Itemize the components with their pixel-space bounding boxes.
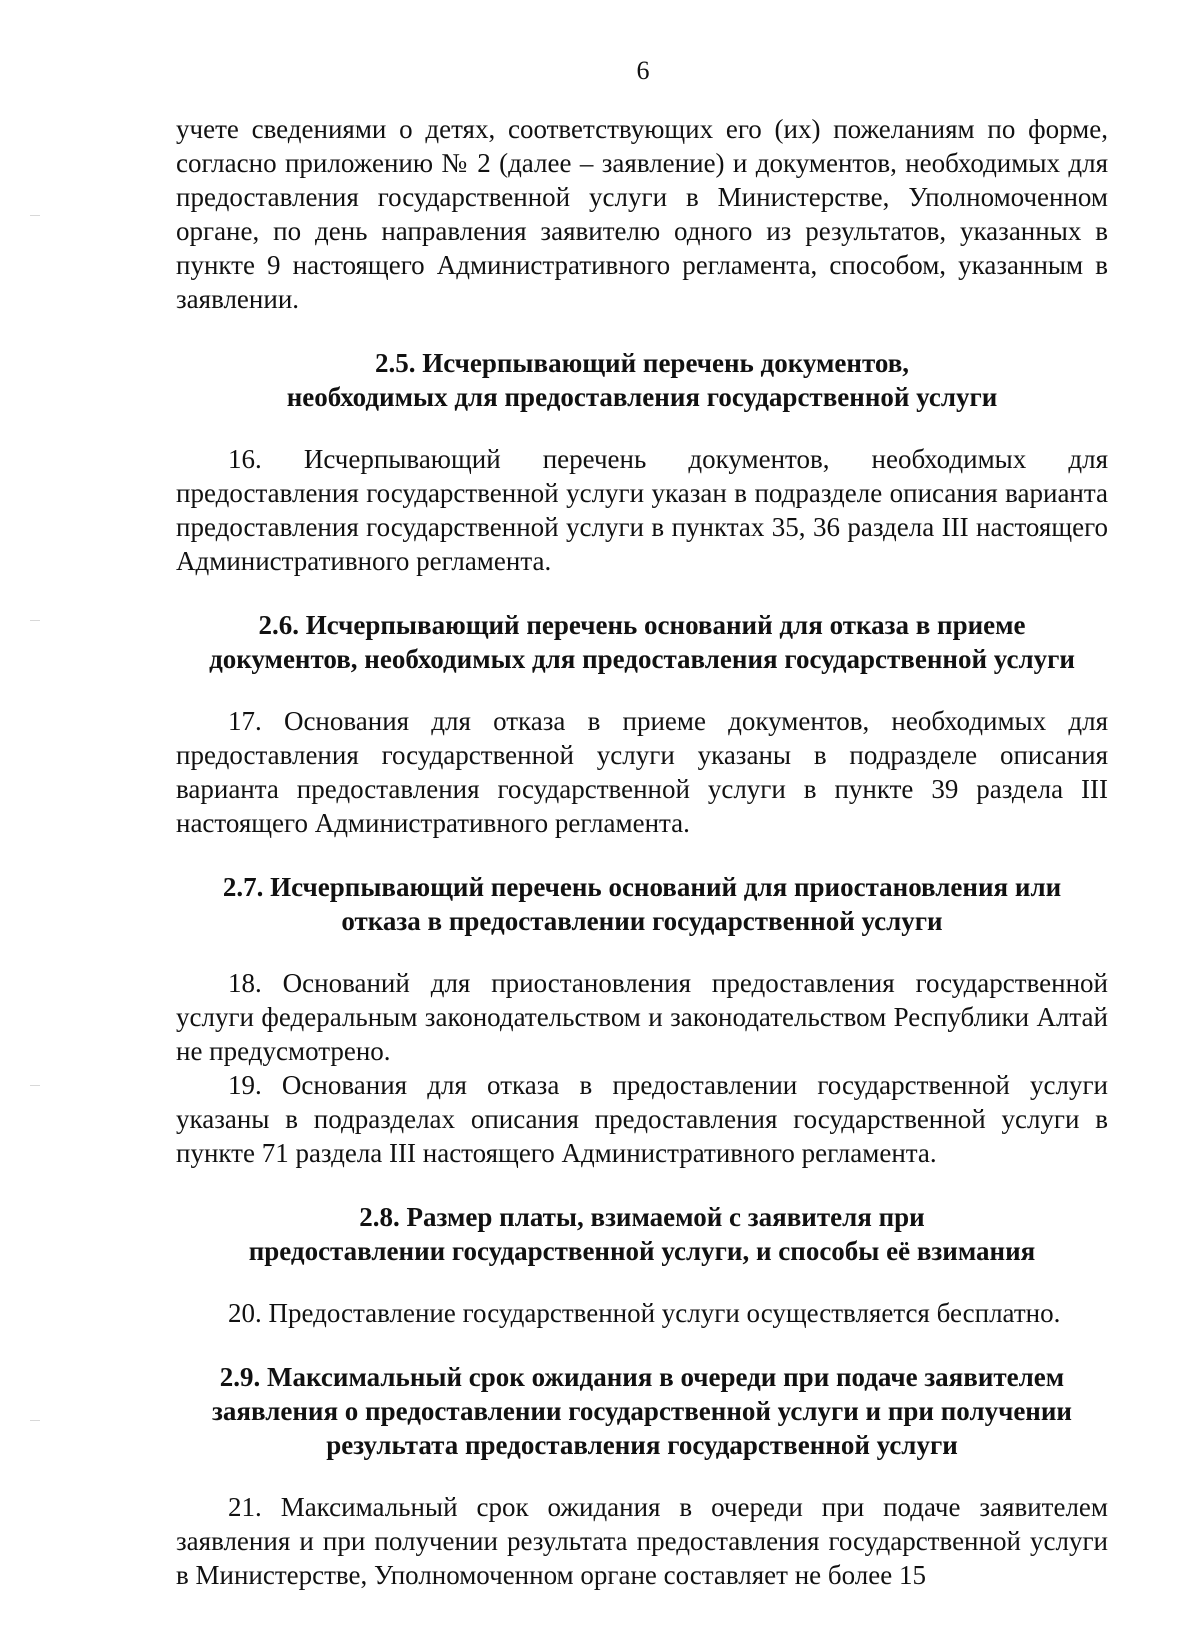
- paragraph-item-20: 20. Предоставление государственной услуги осуществляется бесплатно.: [228, 1298, 1061, 1328]
- paragraph-item-17: 17. Основания для отказа в приеме документов, необходимых для предоставления государственной услуги указаны в подразделе описания варианта предоставления государственной услуги в пункте 39 раздела III настоящего Административного регламента.: [176, 706, 1108, 838]
- scan-margin-mark: [30, 1085, 40, 1086]
- section-heading-2-8: [176, 1200, 1108, 1268]
- paragraph-item-21: 21. Максимальный срок ожидания в очереди при подаче заявителем заявления и при получении результата предоставления государственной услуги в Министерстве, Уполномоченном органе составляет не более 15: [176, 1492, 1108, 1590]
- scan-margin-mark: [30, 1420, 40, 1421]
- section-heading-2-5: [176, 346, 1108, 414]
- paragraph-item-18: 18. Оснований для приостановления предоставления государственной услуги федеральным законодательством и законодательством Республики Алтай не предусмотрено.: [176, 968, 1108, 1066]
- section-heading-2-7: [176, 870, 1108, 938]
- scan-margin-mark: [30, 620, 40, 621]
- heading-line: 2.8. Размер платы, взимаемой с заявителя при: [359, 1202, 925, 1232]
- section-heading-2-9: [176, 1360, 1108, 1462]
- heading-line: документов, необходимых для предоставления государственной услуги: [209, 644, 1075, 674]
- paragraph-intro: учете сведениями о детях, соответствующих его (их) пожеланиям по форме, согласно приложению № 2 (далее – заявление) и документов, необходимых для предоставления государственной услуги в Министерстве, Уполномоченном органе, по день направления заявителю одного из результатов, указанных в пункте 9 настоящего Административного регламента, способом, указанным в заявлении.: [176, 114, 1108, 314]
- page-number: 6: [636, 56, 650, 85]
- section-heading-2-6: [176, 608, 1108, 676]
- heading-line: 2.9. Максимальный срок ожидания в очереди при подаче заявителем: [219, 1362, 1065, 1392]
- document-body: [176, 112, 1108, 1592]
- heading-line: 2.7. Исчерпывающий перечень оснований для приостановления или: [222, 872, 1062, 902]
- heading-line: заявления о предоставлении государственной услуги и при получении: [212, 1396, 1072, 1426]
- heading-line: необходимых для предоставления государственной услуги: [286, 382, 998, 412]
- paragraph-item-16: 16. Исчерпывающий перечень документов, необходимых для предоставления государственной услуги указан в подразделе описания варианта предоставления государственной услуги в пунктах 35, 36 раздела III настоящего Административного регламента.: [176, 444, 1108, 576]
- heading-line: 2.6. Исчерпывающий перечень оснований для отказа в приеме: [258, 610, 1026, 640]
- paragraph-item-19: 19. Основания для отказа в предоставлении государственной услуги указаны в подразделах описания предоставления государственной услуги в пункте 71 раздела III настоящего Административного регламента.: [176, 1070, 1108, 1168]
- heading-line: отказа в предоставлении государственной услуги: [341, 906, 943, 936]
- heading-line: предоставлении государственной услуги, и способы её взимания: [248, 1236, 1036, 1266]
- heading-line: результата предоставления государственной услуги: [326, 1430, 958, 1460]
- heading-line: 2.5. Исчерпывающий перечень документов,: [374, 348, 910, 378]
- scan-margin-mark: [30, 215, 40, 216]
